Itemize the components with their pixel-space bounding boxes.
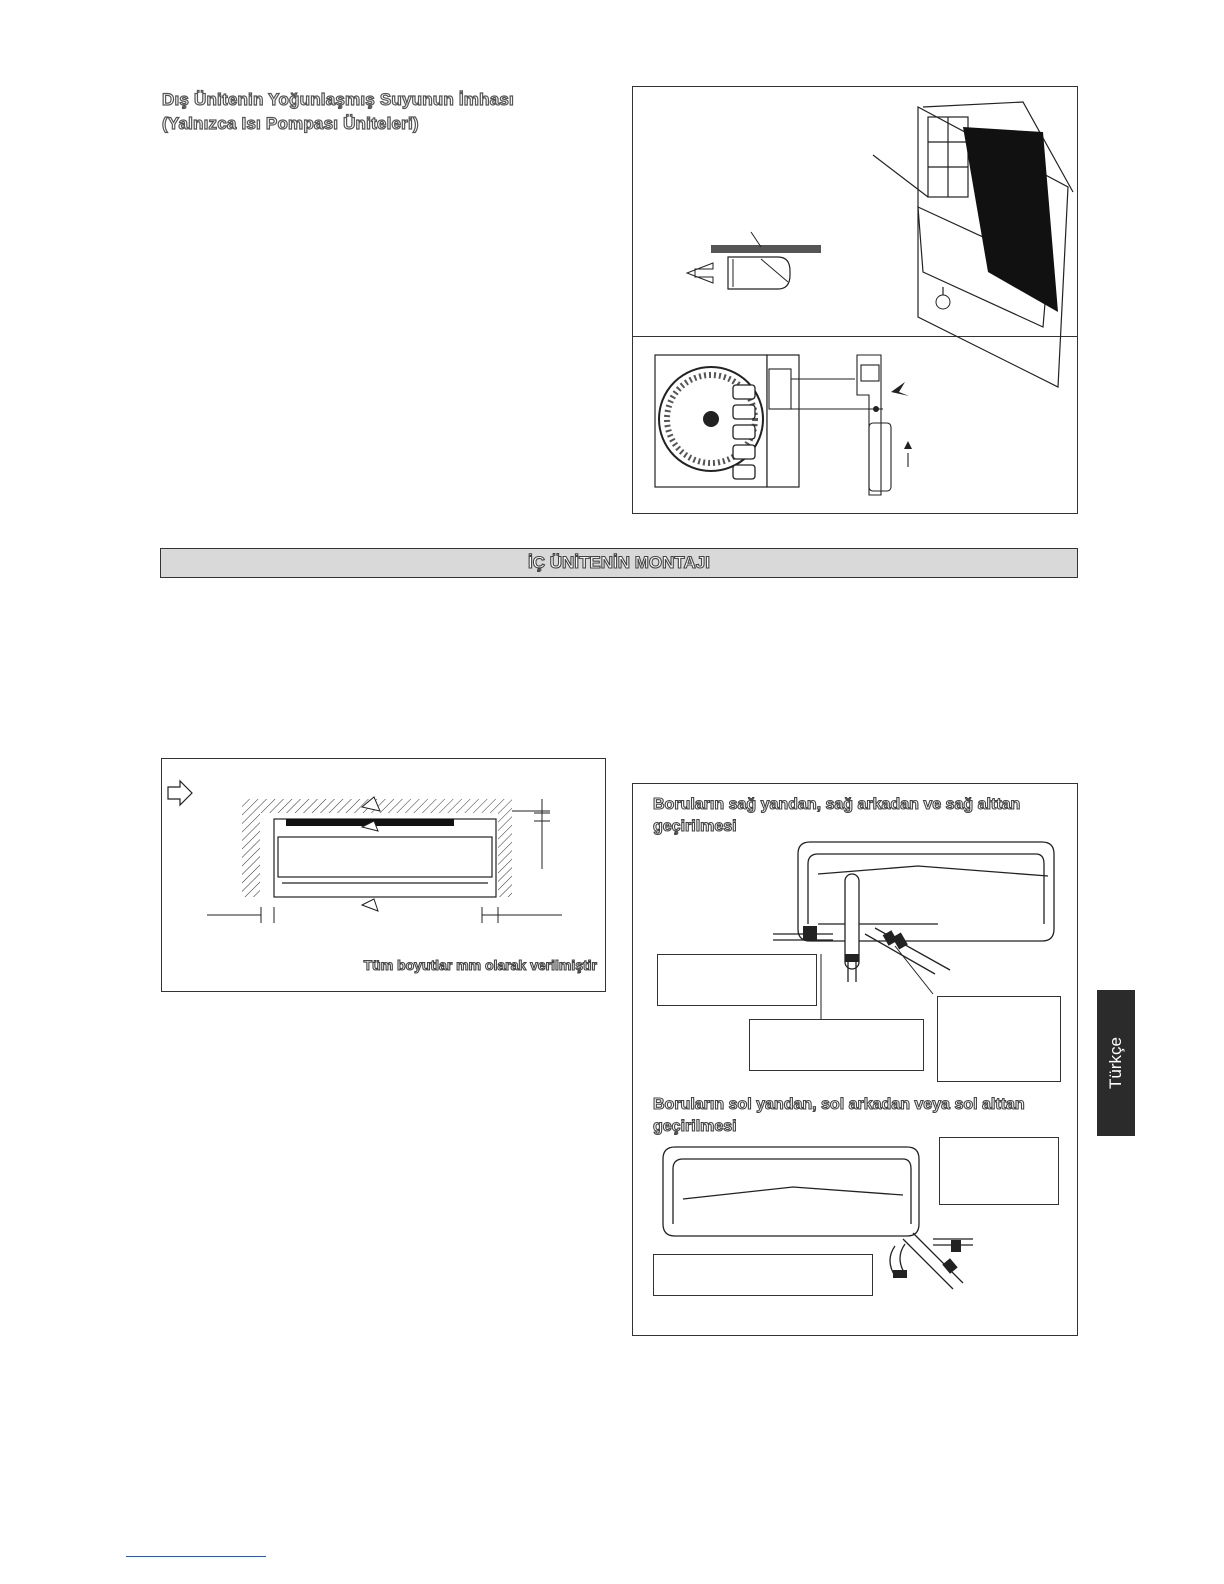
language-tab-label: Türkçe <box>1106 1037 1125 1089</box>
piping-right-title-line1: Boruların sağ yandan, sağ arkadan ve sağ alttan <box>653 796 1021 813</box>
outdoor-drain-figure <box>632 86 1078 514</box>
outdoor-drain-title-line1: Dış Ünitenin Yoğunlaşmış Suyunun İmhası <box>162 90 514 109</box>
footnote-rule <box>126 1556 266 1557</box>
wall-bracket-illustration <box>633 87 1079 515</box>
piping-right-title-line2: geçirilmesi <box>653 818 737 835</box>
clearance-note: Tüm boyutlar mm olarak verilmiştir <box>363 957 597 973</box>
indoor-installation-header: İÇ ÜNİTENİN MONTAJI <box>160 548 1078 578</box>
outdoor-drain-title-line2: (Yalnızca Isı Pompası Üniteleri) <box>162 114 419 133</box>
clearance-figure <box>161 758 606 992</box>
left-callout-right <box>939 1137 1059 1205</box>
language-tab <box>1097 990 1135 1136</box>
piping-left-title-line1: Boruların sol yandan, sol arkadan veya sol alttan <box>653 1096 1025 1113</box>
left-callout-bottom <box>653 1254 873 1296</box>
piping-left-title-line2: geçirilmesi <box>653 1118 737 1135</box>
outdoor-drain-title <box>162 88 514 136</box>
piping-figure <box>632 783 1078 1336</box>
